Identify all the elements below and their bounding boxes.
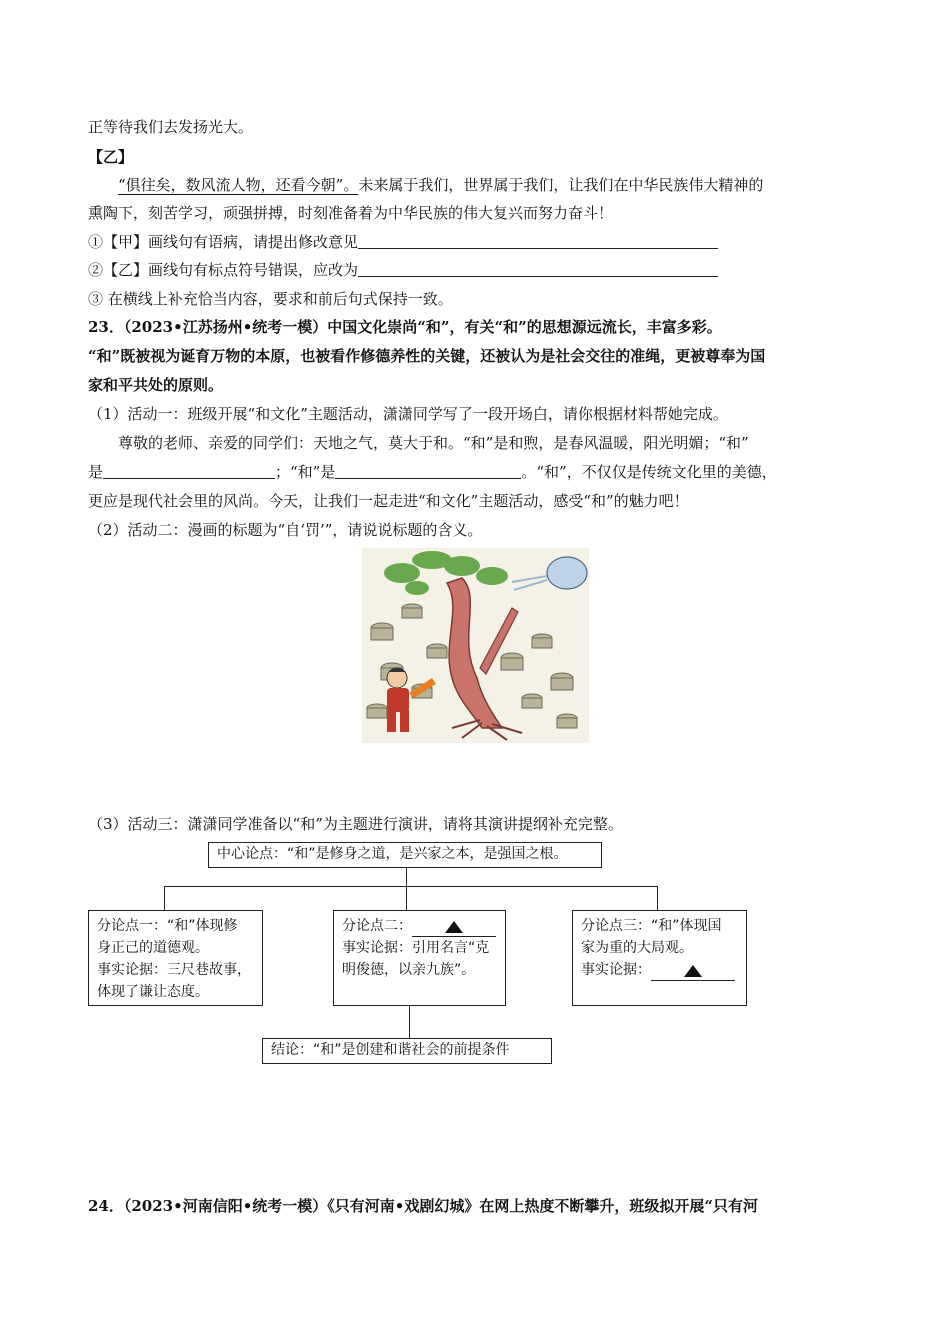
- box-text: 分论点三：“和”体现国: [581, 918, 722, 934]
- box-text: 事实论据：三尺巷故事，: [97, 962, 251, 978]
- answer-blank[interactable]: [358, 260, 718, 277]
- box-text: 分论点一：“和”体现修: [97, 918, 238, 934]
- activity-1: （1）活动一：班级开展“和文化”主题活动，潇潇同学写了一段开场白，请你根据材料帮她完成。: [88, 405, 728, 423]
- text-span: ；“和”是: [275, 463, 336, 481]
- text-line: [118, 175, 763, 195]
- question-2: [88, 260, 718, 280]
- underlined-sentence: “俱往矣，数风流人物，还看今朝”。: [118, 176, 359, 194]
- fill-blank[interactable]: [412, 918, 496, 937]
- connector: [406, 886, 407, 910]
- conclusion-box: 结论：“和”是创建和谐社会的前提条件: [262, 1038, 552, 1064]
- box-text: 明俊德，以亲九族”。: [342, 962, 476, 978]
- text-line: 尊敬的老师、亲爱的同学们：天地之气，莫大于和。“和”是和煦，是春风温暖，阳光明媚；“和”: [118, 434, 749, 452]
- triangle-icon: [445, 921, 463, 933]
- fill-blank[interactable]: [651, 962, 735, 981]
- question-3: ③ 在横线上补充恰当内容，要求和前后句式保持一致。: [88, 290, 453, 308]
- box-text: 事实论据：引用名言“克: [342, 940, 490, 956]
- box-text: 体现了谦让态度。: [97, 984, 209, 1000]
- question-23-heading: 23．（2023•江苏扬州•统考一模）中国文化崇尚“和”，有关“和”的思想源远流长，丰富多彩。: [88, 318, 722, 336]
- text-span: 。“和”，不仅仅是传统文化里的美德，: [521, 463, 777, 481]
- text-span: 未来属于我们，世界属于我们，让我们在中华民族伟大精神的: [358, 176, 764, 194]
- sub-argument-3-box: [572, 910, 747, 1006]
- triangle-icon: [684, 965, 702, 977]
- sub-argument-1-box: [88, 910, 263, 1006]
- connector: [409, 1006, 410, 1038]
- question-23-heading: “和”既被视为诞育万物的本原，也被看作修德养性的关键，还被认为是社会交往的准绳，更被尊奉为国: [88, 347, 766, 365]
- section-label-yi: 【乙】: [88, 148, 134, 166]
- answer-blank[interactable]: [103, 462, 275, 479]
- box-text: 家为重的大局观。: [581, 940, 693, 956]
- connector: [406, 868, 407, 886]
- text-line: [88, 462, 777, 482]
- box-text: 分论点二：: [342, 918, 412, 934]
- question-text: ②【乙】画线句有标点符号错误，应改为: [88, 261, 359, 279]
- text-line: 熏陶下，刻苦学习，顽强拼搏，时刻准备着为中华民族的伟大复兴而努力奋斗！: [88, 204, 614, 222]
- activity-2: （2）活动二：漫画的标题为“自‘罚’”，请说说标题的含义。: [88, 521, 483, 539]
- activity-3: （3）活动三：潇潇同学准备以“和”为主题进行演讲，请将其演讲提纲补充完整。: [88, 815, 623, 833]
- text-line: 正等待我们去发扬光大。: [88, 118, 254, 136]
- box-text: 身正己的道德观。: [97, 940, 209, 956]
- connector: [164, 886, 165, 910]
- text-line: 更应是现代社会里的风尚。今天，让我们一起走进“和文化”主题活动，感受“和”的魅力吧！: [88, 492, 689, 510]
- question-24-heading: 24．（2023•河南信阳•统考一模）《只有河南•戏剧幻城》在网上热度不断攀升，班级拟开展“只有河: [88, 1197, 759, 1215]
- connector: [657, 886, 658, 910]
- cartoon-illustration: [362, 548, 589, 743]
- answer-blank[interactable]: [358, 232, 718, 249]
- answer-blank[interactable]: [335, 462, 521, 479]
- box-text: 事实论据：: [581, 962, 651, 978]
- sub-argument-2-box: [333, 910, 506, 1006]
- question-23-heading: 家和平共处的原则。: [88, 376, 224, 394]
- connector: [164, 886, 657, 887]
- question-text: ①【甲】画线句有语病，请提出修改意见: [88, 233, 359, 251]
- central-argument-box: 中心论点：“和”是修身之道，是兴家之本，是强国之根。: [208, 842, 602, 868]
- text-span: 是: [88, 463, 104, 481]
- question-1: [88, 232, 718, 252]
